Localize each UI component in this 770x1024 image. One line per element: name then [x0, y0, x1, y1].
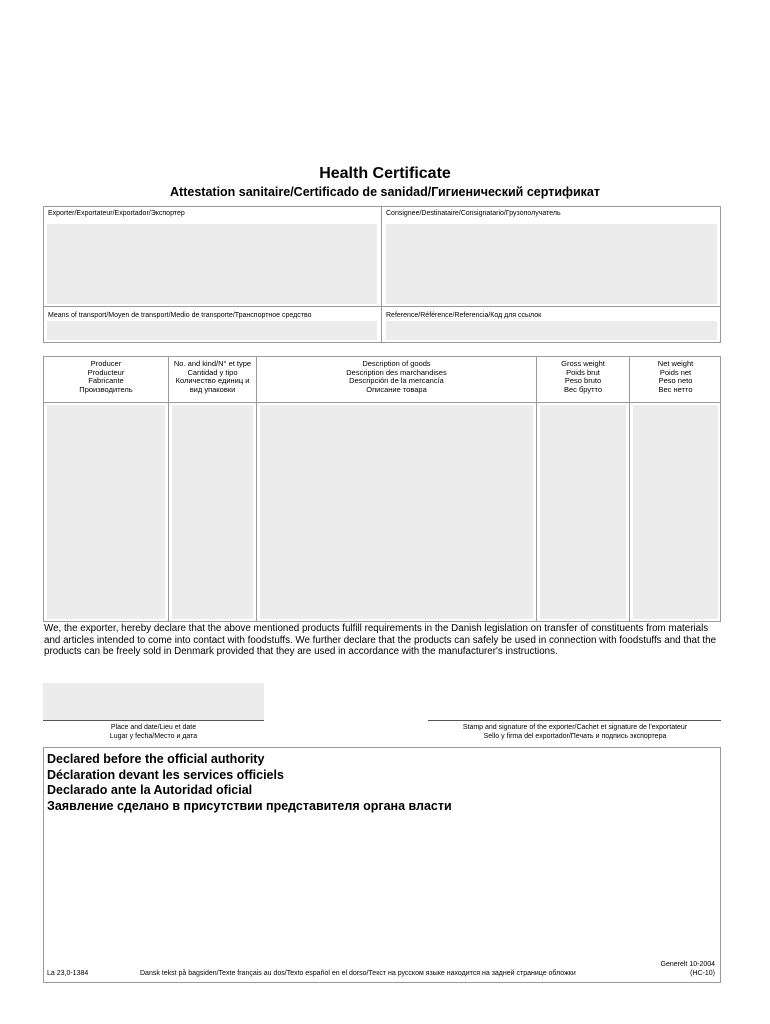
col-header-gross-weight: Gross weight Poids brut Peso bruto Вес брутто [561, 359, 605, 394]
col-header-net-weight: Net weight Poids net Peso neto Вес нетто [657, 359, 694, 394]
consignee-field[interactable] [386, 224, 717, 304]
page-title: Health Certificate [319, 165, 451, 182]
goods-col-divider-2 [256, 356, 257, 622]
net-weight-field[interactable] [633, 405, 718, 619]
translations-note: Dansk tekst på bagsiden/Texte français au dos/Texto español en el dorso/Текст на русском языке находится на задней странице обложки [140, 970, 576, 977]
col-header-producer: Producer Producteur Fabricante Производитель [79, 359, 133, 394]
col-header-description: Description of goods Description des marchandises Descripción de la mercancía Описание товара [346, 359, 447, 394]
exporter-field[interactable] [47, 224, 377, 304]
generated-date: Generelt 10-2004 [660, 961, 715, 968]
gross-weight-field[interactable] [540, 405, 626, 619]
consignee-label: Consignee/Destinataire/Consignatario/Грузополучатель [386, 210, 561, 217]
signature-label: Stamp and signature of the exporter/Cachet et signature de l'exportateur Sello y firma del exportador/Печать и подпись экспортера [462, 724, 688, 740]
parties-row-divider [43, 306, 721, 307]
goods-col-divider-3 [536, 356, 537, 622]
reference-label: Reference/Référence/Referencia/Код для ссылок [386, 312, 542, 319]
col-header-quantity: No. and kind/N° et type Cantidad y tipo Количество единиц и вид упаковки [173, 359, 252, 394]
place-date-field[interactable] [43, 683, 264, 720]
goods-col-divider-4 [629, 356, 630, 622]
goods-header-divider [43, 402, 721, 403]
producer-field[interactable] [47, 405, 165, 619]
place-date-line [43, 720, 264, 721]
parties-divider [381, 206, 382, 343]
description-field[interactable] [260, 405, 533, 619]
official-authority-heading: Declared before the official authority Déclaration devant les services officiels Declarado ante la Autoridad oficial Заявление сделано в присутствии представителя органа власти [47, 752, 452, 813]
transport-label: Means of transport/Moyen de transport/Medio de transporte/Транспортное средство [48, 312, 312, 319]
signature-line [428, 720, 721, 721]
reference-field[interactable] [386, 321, 717, 340]
exporter-declaration: We, the exporter, hereby declare that the above mentioned products fulfill requirements in the Danish legislation on transfer of constituents from materials and articles intended to come into contact with foodstuffs. We further declare that the products can safely be used in connection with foodstuffs and that the products can be freely sold in Denmark provided that they are used in accordance with the manufacturer's instructions. [44, 623, 717, 657]
transport-field[interactable] [47, 321, 377, 340]
exporter-label: Exporter/Exportateur/Exportador/Экспортер [48, 210, 185, 217]
goods-col-divider-1 [168, 356, 169, 622]
place-date-label: Place and date/Lieu et date Lugar y fecha/Место и дата [109, 724, 198, 740]
quantity-field[interactable] [172, 405, 253, 619]
page-subtitle: Attestation sanitaire/Certificado de sanidad/Гигиенический сертификат [170, 185, 600, 199]
hc-code: (HC-10) [690, 970, 715, 977]
form-code: La 23,0-1384 [47, 970, 89, 977]
